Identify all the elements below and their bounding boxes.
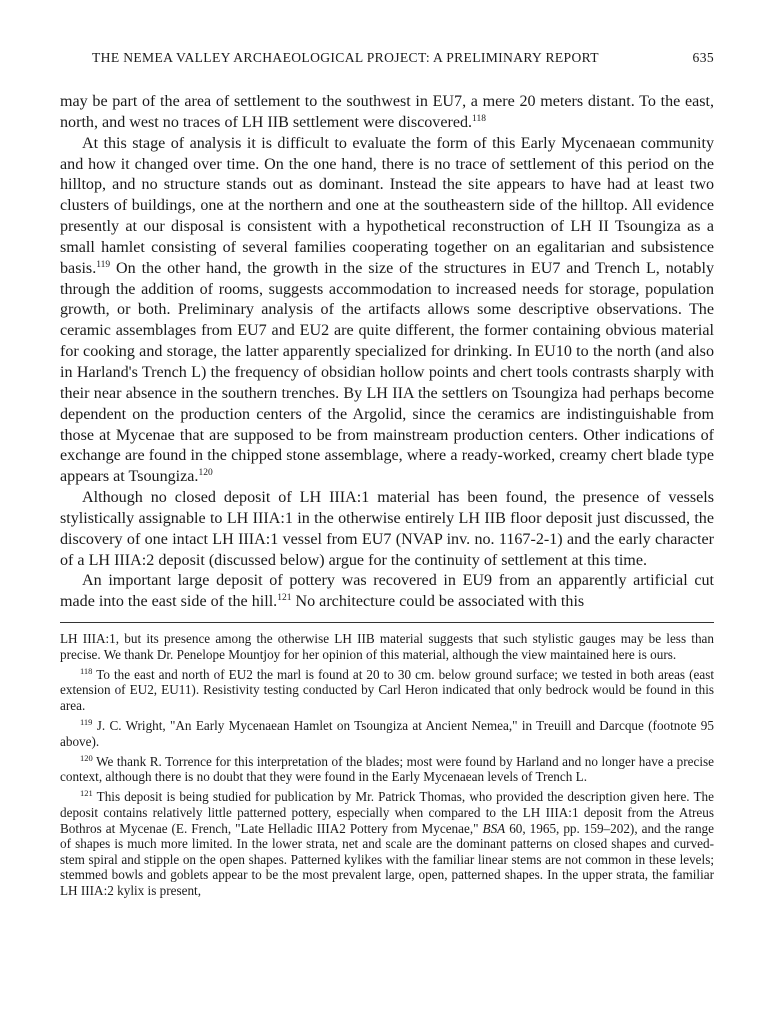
footnote-119: [60, 718, 714, 749]
running-head: [60, 50, 714, 72]
footnote-118: [60, 667, 714, 714]
paragraph-1: [60, 92, 714, 134]
page-number: 635: [692, 50, 714, 65]
footnote-continuation: LH IIIA:1, but its presence among the otherwise LH IIB material suggests that such stylistic gauges may be less than precise. We thank Dr. Penelope Mountjoy for her opinion of this material, although the view maintained here is ours.: [60, 631, 714, 662]
paragraph-3: [60, 488, 714, 571]
footnote-text-b: 60, 1965, pp. 159–202), and the range of shapes is much more limited. In the lower strata, net and scale are the dominant patterns on closed shapes and curved-stem spiral and stipple on the open shapes. Patterned kylikes with the familiar linear stems are not common in these levels; stemmed bowls and goblets appear to be the most prevalent large, open, patterned shapes. In the upper strata, the familiar LH IIIA:2 kylix is present,: [60, 820, 714, 898]
body-text: [60, 92, 714, 613]
running-head-title: THE NEMEA VALLEY ARCHAEOLOGICAL PROJECT: A PRELIMINARY REPORT: [92, 50, 599, 65]
footnote-text: J. C. Wright, "An Early Mycenaean Hamlet on Tsoungiza at Ancient Nemea," in Treuill and Darcque (footnote 95 above).: [60, 718, 714, 749]
paragraph-1-text: may be part of the area of settlement to the southwest in EU7, a mere 20 meters distant. To the east, north, and west no traces of LH IIB settlement were discovered.: [60, 93, 714, 131]
footnote-number: 119: [80, 717, 93, 728]
footnote-number: 118: [80, 665, 93, 676]
page: [60, 50, 714, 903]
footnote-120: [60, 754, 714, 785]
journal-title: BSA: [482, 820, 506, 836]
paragraph-4-text-b: No architecture could be associated with this: [291, 593, 585, 611]
footnote-121: [60, 789, 714, 898]
paragraph-2: [60, 134, 714, 488]
paragraph-4: [60, 571, 714, 613]
paragraph-3-text: Although no closed deposit of LH IIIA:1 material has been found, the presence of vessels stylistically assignable to LH IIIA:1 in the otherwise entirely LH IIB floor deposit just discussed, the discovery of one intact LH IIIA:1 vessel from EU7 (NVAP inv. no. 1167-2-1) and the early character of a LH IIIA:2 deposit (discussed below) argue for the continuity of settlement at this time.: [60, 489, 714, 569]
footnote-text: To the east and north of EU2 the marl is found at 20 to 30 cm. below ground surface; we tested in both areas (east extension of EU2, EU11). Resistivity testing conducted by Carl Heron indicated that only bedrock would be found in this area.: [60, 666, 714, 713]
paragraph-2-text-a: At this stage of analysis it is difficult to evaluate the form of this Early Mycenaean community and how it changed over time. On the one hand, there is no trace of settlement of this period on the hilltop, and no structure stands out as dominant. Instead the site appears to have had at least two clusters of buildings, one at the northern and one at the southeastern side of the hilltop. All evidence presently at our disposal is consistent with a hypothetical reconstruction of LH II Tsoungiza as a small hamlet consisting of several families cooperating together on an egalitarian and subsistence basis.: [60, 134, 714, 277]
paragraph-4-text-a: An important large deposit of pottery was recovered in EU9 from an apparently artificial cut made into the east side of the hill.: [60, 572, 714, 611]
footnote-ref-118: 118: [472, 113, 486, 124]
footnote-rule: [60, 622, 714, 623]
footnote-text: We thank R. Torrence for this interpretation of the blades; most were found by Harland and no longer have a precise context, although there is no doubt that they were found in the Early Mycenaean levels of Trench L.: [60, 753, 714, 785]
footnote-text-a: This deposit is being studied for publication by Mr. Patrick Thomas, who provided the description given here. The deposit contains relatively little patterned pottery, especially when compared to the LH IIIA:1 deposit from the Atreus Bothros at Mycenae (E. French, "Late Helladic IIIA2 Pottery from Mycenae,": [60, 789, 714, 836]
footnote-number: 120: [80, 752, 93, 763]
footnote-number: 121: [80, 788, 93, 799]
footnotes: [60, 631, 714, 899]
footnote-ref-119: 119: [96, 259, 111, 270]
footnote-ref-120: 120: [198, 468, 213, 479]
footnote-ref-121: 121: [277, 593, 292, 604]
paragraph-2-text-b: On the other hand, the growth in the size of the structures in EU7 and Trench L, notably through the addition of rooms, suggests accommodation to increased needs for storage, population growth, or both. Preliminary analysis of the artifacts allows some descriptive observations. The ceramic assemblages from EU7 and EU2 are quite different, the former containing obvious material for cooking and storage, the latter apparently specialized for drinking. In EU10 to the north (and also in Harland's Trench L) the frequency of obsidian hollow points and chert tools contrasts sharply with their near absence in the southern trenches. By LH IIA the settlers on Tsoungiza had perhaps become dependent on the production centers of the Argolid, since the ceramics are indistinguishable from those at Mycenae that are supposed to be from mainstream production centers. Other indications of exchange are found in the chipped stone assemblage, where a ready-worked, creamy chert blade type appears at Tsoungiza.: [60, 259, 714, 486]
